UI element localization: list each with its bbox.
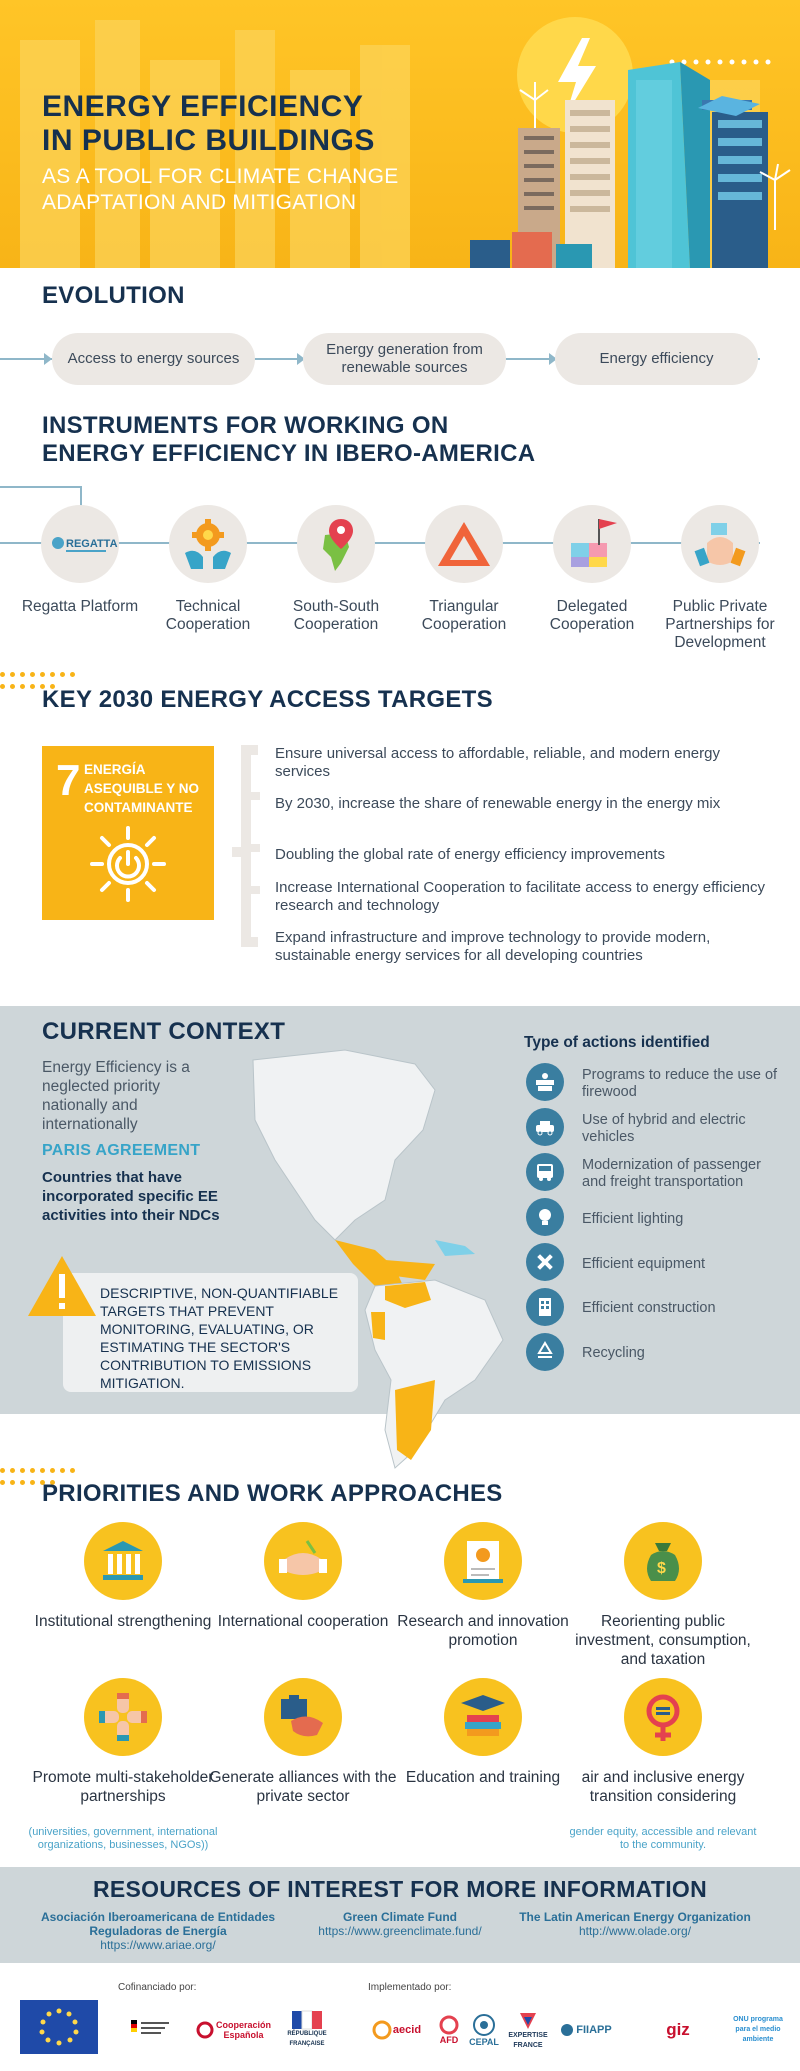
decorative-dots (0, 672, 75, 677)
handshake-icon (264, 1522, 342, 1600)
afd-logo: AFD (432, 2010, 466, 2050)
hands-circle-icon (84, 1678, 162, 1756)
priority-label: International cooperation (217, 1613, 389, 1630)
evolution-stage: Energy generation from renewable sources (303, 333, 506, 385)
action-label: Programs to reduce the use of firewood (582, 1067, 778, 1100)
action-label: Efficient lighting (582, 1211, 684, 1227)
action-label: Recycling (582, 1345, 645, 1361)
priority-label: Generate alliances with the private sector (209, 1769, 397, 1805)
firewood-icon (526, 1063, 564, 1101)
svg-text:REGATTA: REGATTA (66, 538, 118, 550)
context-intro: Energy Efficiency is a neglected priority nationally and internationally (42, 1059, 190, 1133)
priority-note: (universities, government, international organizations, businesses, NGOs)) (28, 1826, 218, 1851)
gender-icon (624, 1678, 702, 1756)
ndc-text: Countries that have incorporated specific EE activities into their NDCs (42, 1169, 220, 1224)
map-pin-icon (297, 505, 375, 583)
warning-text: DESCRIPTIVE, NON-QUANTIFIABLE TARGETS THAT PREVENT MONITORING, EVALUATING, OR ESTIMATING THE SECTOR'S CONTRIBUTION TO EMISSIONS MITIGATION. (100, 1285, 339, 1391)
evolution-stage: Access to energy sources (52, 333, 255, 385)
money-bag-icon (624, 1522, 702, 1600)
instruments-connector (80, 486, 82, 506)
hero-title: ENERGY EFFICIENCY IN PUBLIC BUILDINGS (42, 90, 375, 157)
recycle-icon (526, 1333, 564, 1371)
instrument-label: South-South Cooperation (292, 598, 380, 633)
priority-label: Institutional strengthening (34, 1613, 212, 1630)
research-icon (444, 1522, 522, 1600)
priority-label: Research and innovation promotion (397, 1613, 569, 1649)
target-item: Expand infrastructure and improve technology to provide modern, sustainable energy services for all developing countries (275, 929, 711, 964)
actions-title: Type of actions identified (524, 1034, 710, 1051)
gear-hands-icon (169, 505, 247, 583)
target-item: By 2030, increase the share of renewable energy in the energy mix (275, 795, 721, 812)
resource-link[interactable] (40, 1910, 276, 1952)
implemented-label: Implementado por: (368, 1982, 452, 1993)
instrument-label: Technical Cooperation (165, 598, 251, 633)
resource-name: The Latin American Energy Organization (519, 1910, 751, 1924)
context-title: CURRENT CONTEXT (42, 1018, 286, 1045)
sun-power-icon (88, 824, 168, 904)
sdg-number: 7 (56, 756, 81, 805)
bus-icon (526, 1153, 564, 1191)
puzzle-flag-icon (553, 505, 631, 583)
priority-label: Reorienting public investment, consumption, and taxation (575, 1613, 751, 1668)
instrument-label: Delegated Cooperation (549, 598, 635, 633)
books-icon (444, 1678, 522, 1756)
target-item: Ensure universal access to affordable, reliable, and modern energy services (275, 745, 720, 780)
targets-bracket (232, 746, 272, 946)
resource-url[interactable]: https://www.greenclimate.fund/ (318, 1924, 482, 1938)
resource-name: Asociación Iberoamericana de Entidades Reguladoras de Energía (40, 1910, 276, 1938)
resource-link[interactable] (300, 1910, 500, 1938)
aecid-logo: aecid (368, 2012, 426, 2048)
lightbulb-icon (526, 1198, 564, 1236)
germany-logo (126, 2015, 176, 2045)
car-icon (526, 1108, 564, 1146)
instruments-connector (0, 486, 82, 488)
decorative-dots (0, 1468, 75, 1473)
republique-francaise-logo: RÉPUBLIQUE FRANÇAISE (280, 2010, 334, 2050)
eu-flag-logo (20, 2000, 98, 2054)
instruments-title: INSTRUMENTS FOR WORKING ON ENERGY EFFICIENCY IN IBERO-AMERICA (42, 412, 536, 467)
briefcase-handshake-icon (264, 1678, 342, 1756)
americas-map-illustration (235, 1050, 525, 1470)
priority-label: Promote multi-stakeholder partnerships (32, 1769, 214, 1805)
resource-url[interactable]: http://www.olade.org/ (578, 1924, 692, 1938)
priority-note: gender equity, accessible and relevant to the community. (569, 1826, 757, 1851)
action-label: Efficient construction (582, 1300, 716, 1316)
target-item: Increase International Cooperation to facilitate access to energy efficiency research and technology (275, 879, 766, 914)
hero-subtitle: AS A TOOL FOR CLIMATE CHANGE ADAPTATION AND MITIGATION (42, 165, 399, 214)
cofinanced-label: Cofinanciado por: (118, 1982, 197, 1993)
resource-url[interactable]: https://www.ariae.org/ (100, 1938, 216, 1952)
evolution-title: EVOLUTION (42, 282, 185, 309)
instrument-label: Public Private Partnerships for Development (665, 598, 775, 651)
priorities-title: PRIORITIES AND WORK APPROACHES (42, 1480, 503, 1507)
cepal-logo: CEPAL (468, 2008, 500, 2052)
instrument-label: Regatta Platform (21, 598, 139, 615)
priority-label: Education and training (405, 1769, 561, 1786)
hero-banner (0, 0, 800, 268)
instrument-label: Triangular Cooperation (421, 598, 507, 633)
onu-environment-logo: ONU programa para el medio ambiente (733, 2016, 783, 2043)
expertise-france-logo: EXPERTISE FRANCE (508, 2008, 548, 2054)
building-icon (526, 1288, 564, 1326)
triangle-icon (425, 505, 503, 583)
arrow-icon (44, 353, 52, 365)
cooperacion-espanola-logo: Cooperación Española (198, 2014, 270, 2046)
action-label: Efficient equipment (582, 1256, 706, 1272)
institution-icon (84, 1522, 162, 1600)
resource-name: Green Climate Fund (342, 1910, 458, 1924)
regatta-logo-icon (41, 505, 119, 583)
sdg-7-badge (42, 746, 214, 920)
handshake-icon (681, 505, 759, 583)
resource-link[interactable] (512, 1910, 758, 1938)
fiiapp-logo: FIIAPP (556, 2018, 616, 2042)
target-item: Doubling the global rate of energy efficiency improvements (275, 846, 665, 863)
resources-title: RESOURCES OF INTEREST FOR MORE INFORMATION (92, 1876, 707, 1902)
tools-icon (526, 1243, 564, 1281)
paris-agreement-heading: PARIS AGREEMENT (42, 1142, 201, 1159)
warning-icon (26, 1254, 98, 1318)
action-label: Use of hybrid and electric vehicles (582, 1112, 746, 1145)
sdg-text: ENERGÍA ASEQUIBLE Y NO CONTAMINANTE (84, 762, 200, 815)
svg-text:$: $ (657, 1560, 666, 1577)
targets-title: KEY 2030 ENERGY ACCESS TARGETS (42, 686, 493, 713)
priority-label: air and inclusive energy transition considering (581, 1769, 745, 1805)
giz-logo: giz (666, 2020, 690, 2039)
action-label: Modernization of passenger and freight transportation (582, 1157, 761, 1190)
evolution-stage: Energy efficiency (555, 333, 758, 385)
